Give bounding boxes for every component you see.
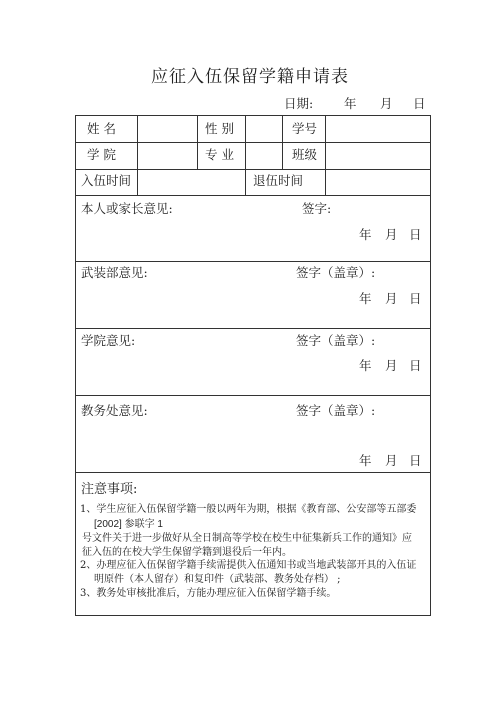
armed-sign-label: 签字（盖章）: bbox=[296, 265, 376, 280]
self-opinion-label: 本人或家长意见: bbox=[81, 201, 173, 216]
enlist-time-label: 入伍时间 bbox=[81, 173, 132, 188]
self-day: 日 bbox=[409, 227, 422, 242]
row-divider bbox=[76, 472, 430, 473]
col-divider bbox=[282, 116, 283, 169]
academic-day: 日 bbox=[409, 453, 422, 468]
armed-opinion-label: 武装部意见: bbox=[81, 265, 148, 280]
college-year: 年 bbox=[359, 358, 372, 373]
row-divider bbox=[76, 142, 430, 143]
college-sign-label: 签字（盖章）: bbox=[296, 333, 376, 348]
note-line: 3、教务处审核批准后，方能办理应征入伍保留学籍手续。 bbox=[80, 588, 337, 599]
col-divider bbox=[245, 169, 246, 195]
note-line: 征入伍的在校大学生保留学籍到退役后一年内。 bbox=[82, 547, 292, 558]
gender-label: 性 别 bbox=[205, 121, 234, 136]
academic-year: 年 bbox=[359, 453, 372, 468]
date-day: 日 bbox=[413, 96, 426, 111]
college-label: 学 院 bbox=[87, 147, 116, 162]
form-title: 应征入伍保留学籍申请表 bbox=[151, 67, 349, 87]
date-month: 月 bbox=[380, 96, 393, 111]
col-divider bbox=[137, 116, 138, 169]
academic-month: 月 bbox=[385, 453, 398, 468]
academic-sign-label: 签字（盖章）: bbox=[296, 403, 376, 418]
armed-month: 月 bbox=[385, 291, 398, 306]
application-form bbox=[75, 115, 431, 616]
student-id-label: 学号 bbox=[292, 121, 318, 136]
armed-day: 日 bbox=[409, 291, 422, 306]
academic-opinion-label: 教务处意见: bbox=[81, 403, 148, 418]
college-day: 日 bbox=[409, 358, 422, 373]
class-label: 班级 bbox=[292, 147, 318, 162]
col-divider bbox=[197, 116, 198, 169]
self-sign-label: 签字: bbox=[302, 201, 332, 216]
discharge-time-label: 退伍时间 bbox=[253, 173, 304, 188]
note-line: 明原件（本人留存）和复印件（武装部、教务处存档） ; bbox=[94, 574, 341, 585]
note-line: 1、学生应征入伍保留学籍一般以两年为期，根据《教育部、公安部等五部委 bbox=[80, 504, 417, 515]
row-divider bbox=[76, 328, 430, 329]
armed-year: 年 bbox=[359, 291, 372, 306]
row-divider bbox=[76, 395, 430, 396]
self-month: 月 bbox=[385, 227, 398, 242]
date-label: 日期: bbox=[284, 96, 314, 111]
college-month: 月 bbox=[385, 358, 398, 373]
name-label: 姓 名 bbox=[87, 121, 116, 136]
col-divider bbox=[325, 169, 326, 195]
notes-title: 注意事项: bbox=[81, 482, 138, 497]
row-divider bbox=[76, 261, 430, 262]
self-year: 年 bbox=[359, 227, 372, 242]
col-divider bbox=[137, 169, 138, 195]
date-year: 年 bbox=[344, 96, 357, 111]
major-label: 专 业 bbox=[205, 147, 234, 162]
row-divider bbox=[76, 195, 430, 196]
note-line: [2002] 参联字 1 bbox=[94, 519, 163, 530]
row-divider bbox=[76, 169, 430, 170]
note-line: 号文件关于进一步做好从全日制高等学校在校生中征集新兵工作的通知》应 bbox=[82, 533, 412, 544]
col-divider bbox=[245, 116, 246, 169]
college-opinion-label: 学院意见: bbox=[81, 333, 136, 348]
col-divider bbox=[325, 116, 326, 169]
note-line: 2、办理应征入伍保留学籍手续需提供入伍通知书或当地武装部开具的入伍证 bbox=[80, 560, 417, 571]
